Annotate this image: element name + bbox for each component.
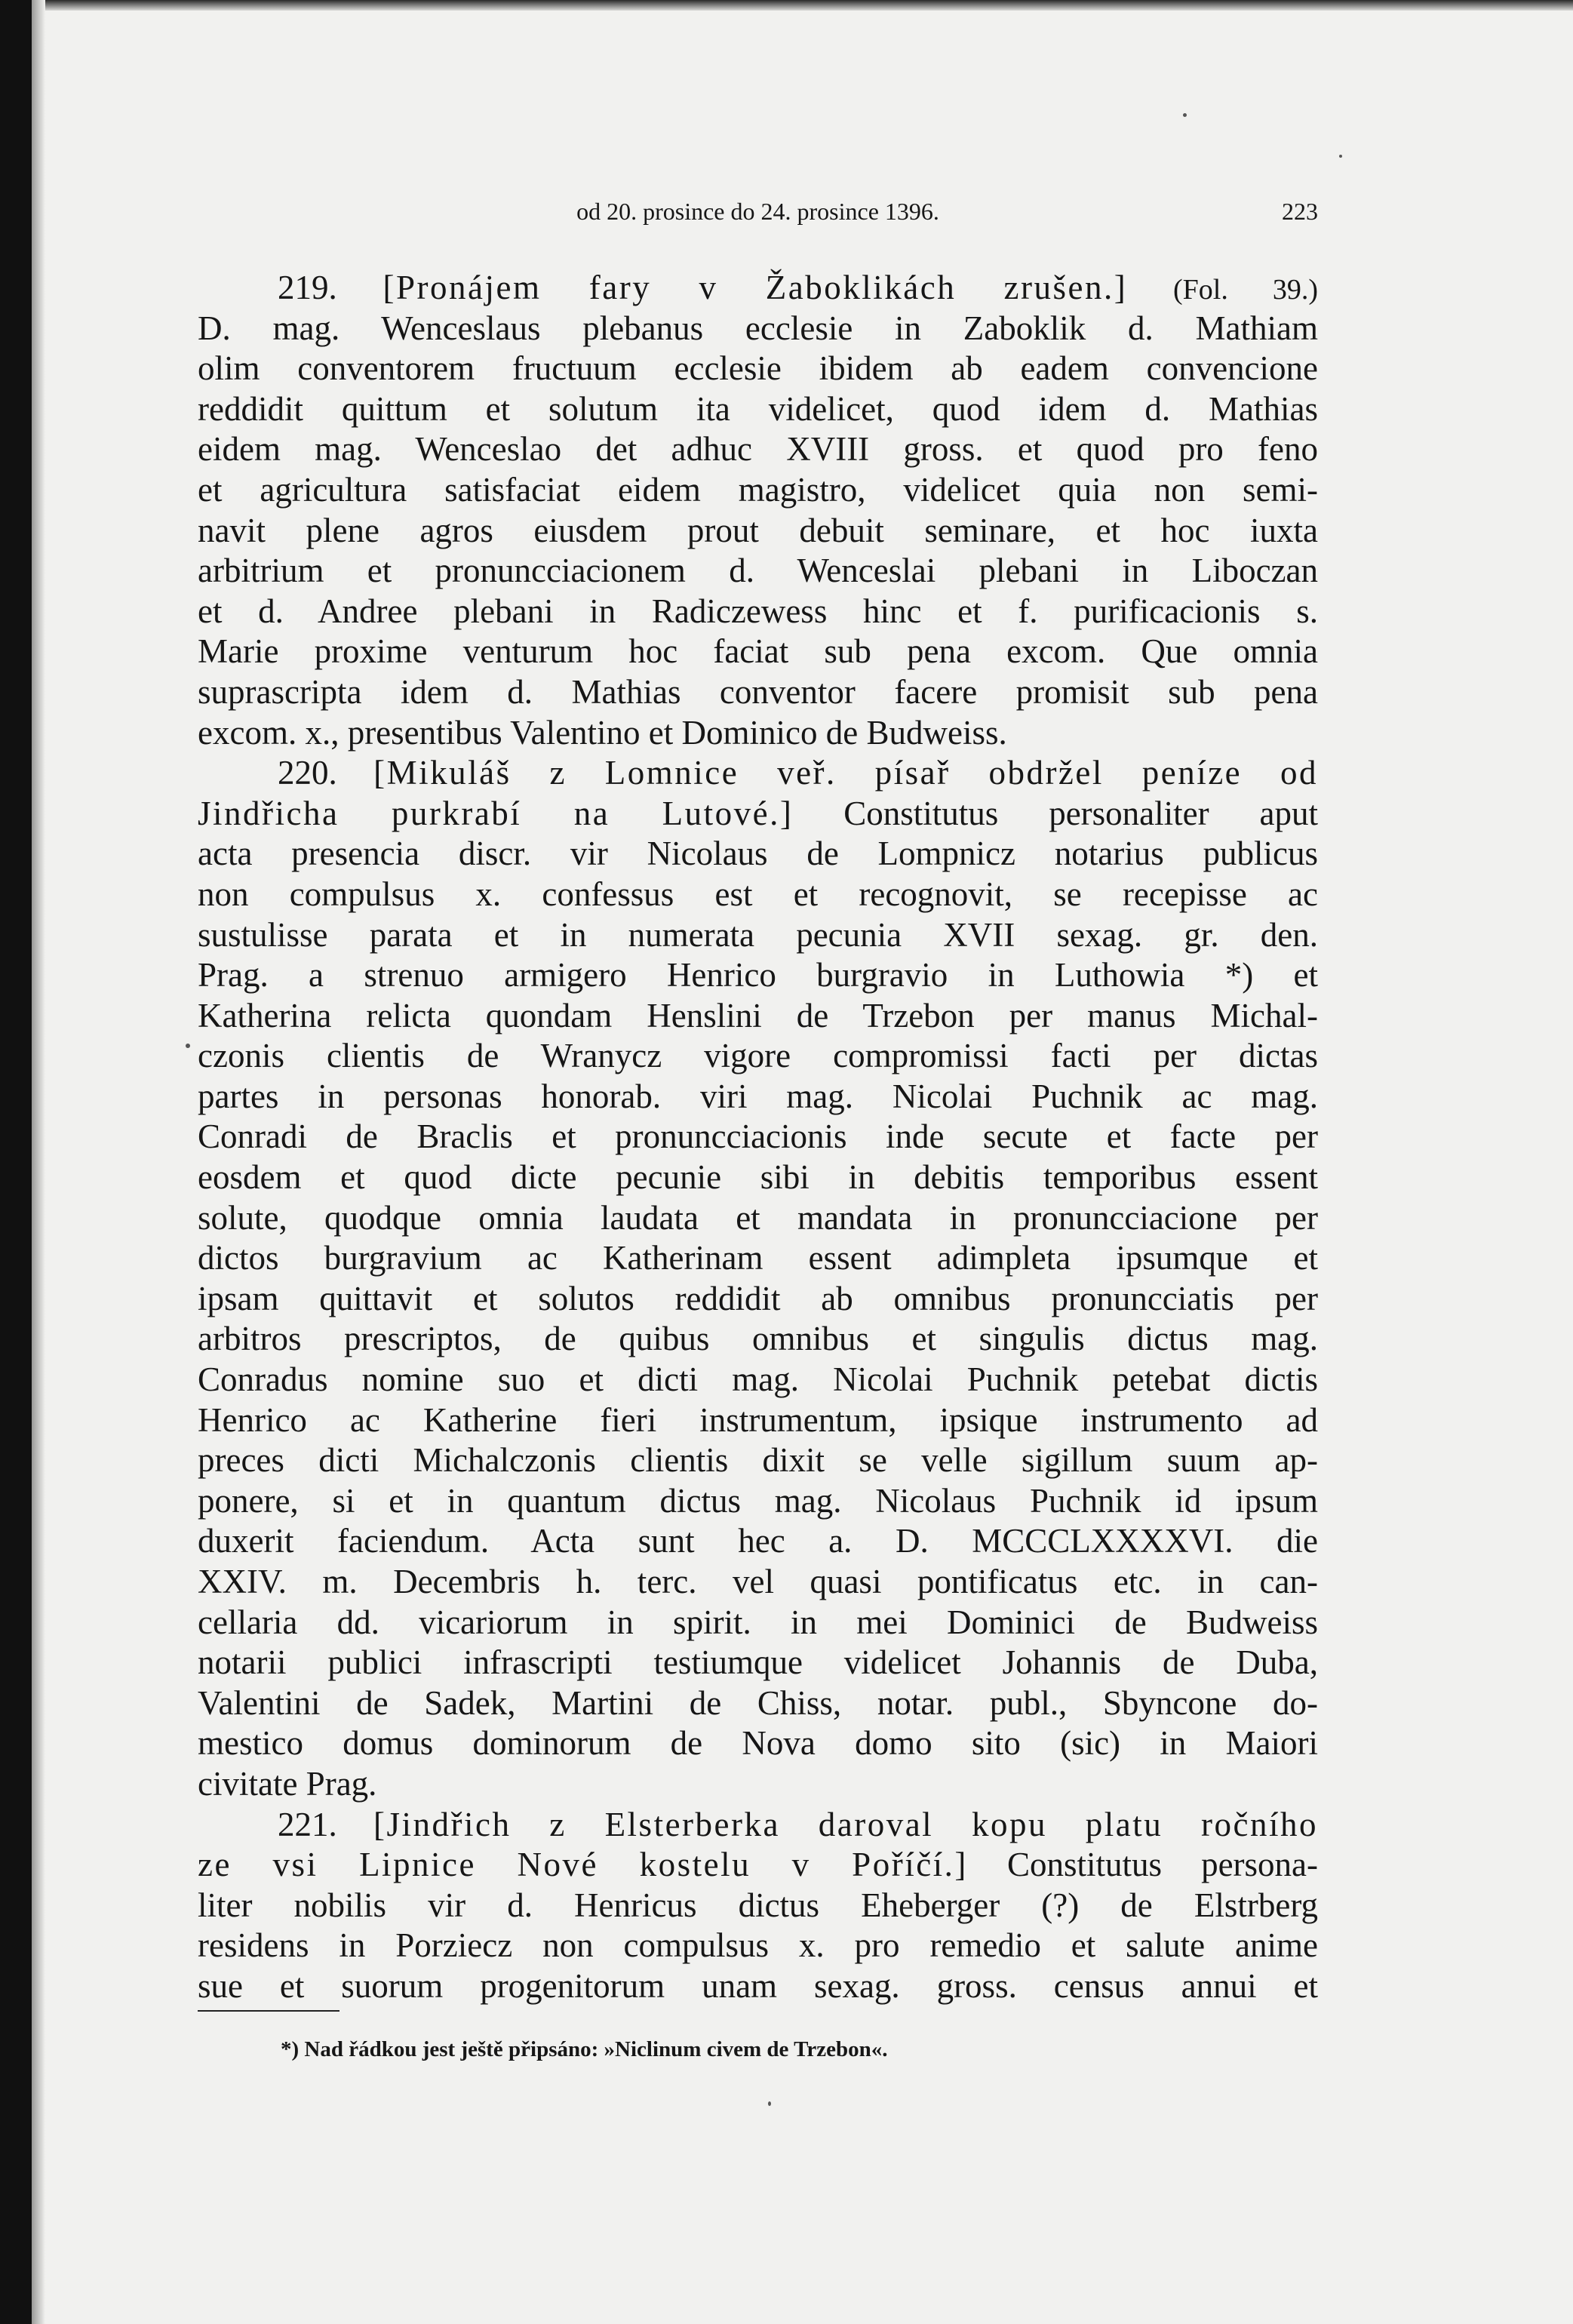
scan-speck (1339, 155, 1342, 158)
text-line: dictos burgravium ac Katherinam essent adimpleta ipsumque et (198, 1239, 1318, 1277)
text-line: navit plene agros eiusdem prout debuit seminare, et hoc iuxta (198, 511, 1318, 549)
text-line: Conradus nomine suo et dicti mag. Nicolai Puchnik petebat dictis (198, 1360, 1318, 1399)
text-fragment: Constitutus personaliter aput (843, 794, 1318, 832)
running-header (198, 198, 1318, 235)
entry-heading: ze vsi Lipnice Nové kostelu v Poříčí.] (198, 1846, 968, 1884)
text-line: eidem mag. Wenceslao det adhuc XVIII gross. et quod pro feno (198, 430, 1318, 469)
text-line: duxerit faciendum. Acta sunt hec a. D. MCCCLXXXXVI. die (198, 1522, 1318, 1560)
page-body (198, 268, 1318, 2007)
entry-heading: Jindřicha purkrabí na Lutové.] (198, 794, 794, 832)
scan-binding-edge (0, 0, 32, 2324)
scan-top-edge (0, 0, 1573, 11)
text-line: et agricultura satisfaciat eidem magistro, videlicet quia non semi- (198, 470, 1318, 509)
text-line: sustulisse parata et in numerata pecunia XVII sexag. gr. den. (198, 915, 1318, 954)
header-title: od 20. prosince do 24. prosince 1396. (576, 198, 939, 225)
entry-number: 220. (278, 754, 337, 792)
text-line: Henrico ac Katherine fieri instrumentum, ipsique instrumento ad (198, 1400, 1318, 1439)
text-line: liter nobilis vir d. Henricus dictus Eheberger (?) de Elstrberg (198, 1886, 1318, 1924)
text-line: czonis clientis de Wranycz vigore compromissi facti per dictas (198, 1037, 1318, 1075)
entry-number: 219. (278, 269, 337, 306)
entry-number: 221. (278, 1805, 337, 1843)
text-line: non compulsus x. confessus est et recognovit, se recepisse ac (198, 875, 1318, 913)
text-line: notarii publici infrascripti testiumque videlicet Johannis de Duba, (198, 1643, 1318, 1682)
text-line: ponere, si et in quantum dictus mag. Nicolaus Puchnik id ipsum (198, 1481, 1318, 1520)
text-line: Prag. a strenuo armigero Henrico burgravio in Luthowia *) et (198, 956, 1318, 994)
entry-221-first-line (198, 1805, 1318, 1846)
text-line: Katherina relicta quondam Henslini de Trzebon per manus Michal- (198, 996, 1318, 1034)
entry-heading: [Mikuláš z Lomnice veř. písař obdržel peníze od (373, 754, 1319, 792)
scan-speck (186, 1044, 190, 1048)
entry-220-second-line (198, 794, 1318, 835)
text-line: preces dicti Michalczonis clientis dixit se velle sigillum suum ap- (198, 1441, 1318, 1480)
scan-speck (768, 2101, 771, 2106)
text-line: arbitros prescriptos, de quibus omnibus et singulis dictus mag. (198, 1320, 1318, 1358)
text-line: Conradi de Braclis et pronuncciacionis inde secute et facte per (198, 1117, 1318, 1156)
entry-220-first-line (198, 753, 1318, 794)
entry-heading: [Jindřich z Elsterberka daroval kopu platu ročního (373, 1805, 1319, 1843)
scan-speck (1183, 113, 1187, 117)
text-line: cellaria dd. vicariorum in spirit. in mei Dominici de Budweiss (198, 1603, 1318, 1641)
entry-221-second-line (198, 1845, 1318, 1886)
text-line: XXIV. m. Decembris h. terc. vel quasi pontificatus etc. in can- (198, 1563, 1318, 1600)
text-fragment: Constitutus persona- (1006, 1846, 1318, 1884)
text-line: mestico domus dominorum de Nova domo sito (sic) in Maiori (198, 1724, 1318, 1763)
text-line: ipsam quittavit et solutos reddidit ab omnibus pronuncciatis per (198, 1279, 1318, 1317)
text-line: acta presencia discr. vir Nicolaus de Lompnicz notarius publicus (198, 835, 1318, 873)
page-number: 223 (1282, 198, 1318, 225)
entry-heading: [Pronájem fary v Žaboklikách zrušen.] (382, 269, 1128, 306)
text-line: Marie proxime venturum hoc faciat sub pena excom. Que omnia (198, 632, 1318, 671)
text-line: civitate Prag. (198, 1764, 377, 1803)
text-line: arbitrium et pronuncciacionem d. Wenceslai plebani in Liboczan (198, 552, 1318, 590)
footnote-rule (198, 2010, 339, 2012)
text-line: partes in personas honorab. viri mag. Nicolai Puchnik ac mag. (198, 1077, 1318, 1115)
text-line: sue et suorum progenitorum unam sexag. gross. census annui et (198, 1966, 1318, 2005)
text-line: reddidit quittum et solutum ita videlicet, quod idem d. Mathias (198, 389, 1318, 428)
text-line: excom. x., presentibus Valentino et Dominico de Budweiss. (198, 713, 1007, 752)
text-line: D. mag. Wenceslaus plebanus ecclesie in Zaboklik d. Mathiam (198, 309, 1318, 347)
footnote: *) Nad řádkou jest ještě připsáno: »Niclinum civem de Trzebon«. (281, 2037, 888, 2061)
text-line: suprascripta idem d. Mathias conventor facere promisit sub pena (198, 672, 1318, 711)
text-line: eosdem et quod dicte pecunie sibi in debitis temporibus essent (198, 1158, 1318, 1197)
text-line: solute, quodque omnia laudata et mandata in pronuncciacione per (198, 1198, 1318, 1237)
text-line: et d. Andree plebani in Radiczewess hinc et f. purificacionis s. (198, 592, 1318, 630)
scan-binding-shadow (32, 0, 45, 2324)
text-line: residens in Porziecz non compulsus x. pro remedio et salute anime (198, 1926, 1318, 1965)
folio-reference: (Fol. 39.) (1172, 274, 1319, 306)
text-line: Valentini de Sadek, Martini de Chiss, notar. publ., Sbyncone do- (198, 1683, 1318, 1722)
text-line: olim conventorem fructuum ecclesie ibidem ab eadem convencione (198, 349, 1318, 388)
entry-219-first-line (198, 268, 1318, 309)
